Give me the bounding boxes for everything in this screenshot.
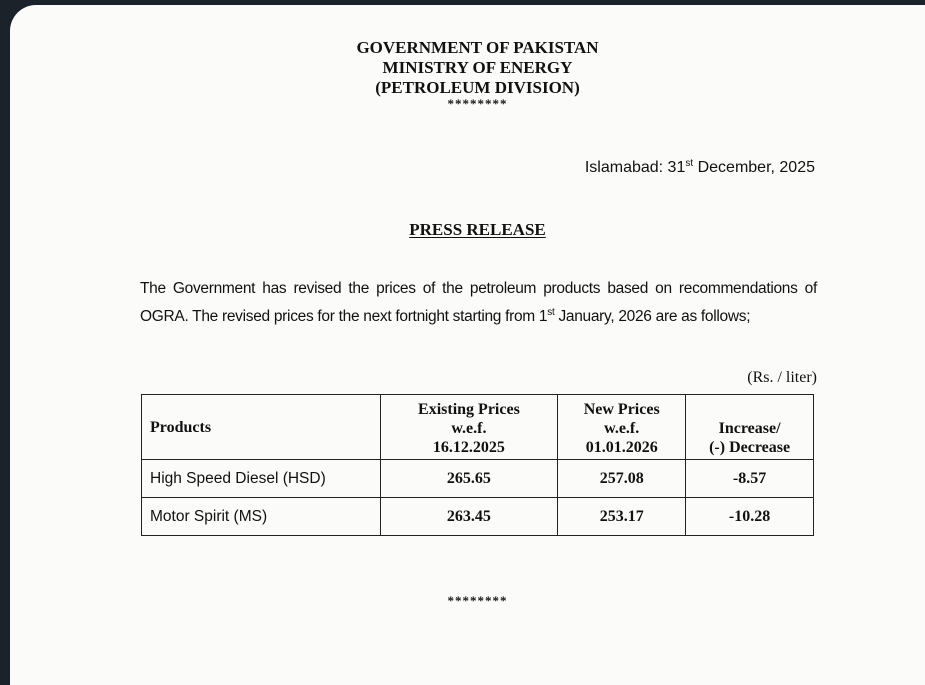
header-new-line2: w.e.f. [604,420,640,437]
body-paragraph [140,275,817,331]
header-existing-line2: w.e.f. [451,420,487,437]
date-prefix: Islamabad: 31 [584,159,686,176]
header-change [686,395,814,460]
document-page [10,5,925,685]
header-new-prices [558,395,686,460]
table-row [142,498,814,536]
body-part-2: January, 2026 are as follows; [554,308,751,325]
existing-price: 263.45 [380,498,558,536]
date-suffix: December, 2025 [693,159,815,176]
header-new-line1: New Prices [583,401,660,418]
header-change-line1: Increase/ [718,420,781,437]
price-change: -10.28 [686,498,814,536]
page-title: PRESS RELEASE [409,220,546,239]
body-part-1: The Government has revised the prices of the petroleum products based on recommendations of OGRA. The revised prices for the next fortnight starting from 1 [140,280,817,325]
closing-stars: ******** [447,593,508,608]
price-change: -8.57 [686,460,814,498]
product-name: Motor Spirit (MS) [142,498,381,536]
date-ordinal: st [685,158,694,169]
existing-price: 265.65 [380,460,558,498]
new-price: 253.17 [558,498,686,536]
table-row [142,460,814,498]
header-change-line2: (-) Decrease [709,439,791,456]
header-products: Products [142,395,381,460]
letterhead-government: GOVERNMENT OF PAKISTAN [356,38,599,57]
letterhead-stars: ******** [447,96,508,111]
table-header-row [142,395,814,460]
letterhead [10,38,925,110]
product-name: High Speed Diesel (HSD) [142,460,381,498]
new-price: 257.08 [558,460,686,498]
header-existing-prices [380,395,558,460]
body-ordinal: st [547,307,555,318]
letterhead-ministry: MINISTRY OF ENERGY [382,58,573,77]
date-line [585,159,815,177]
price-table [141,394,814,536]
header-new-line3: 01.01.2026 [585,439,658,456]
header-existing-line1: Existing Prices [418,401,520,418]
unit-label: (Rs. / liter) [747,369,817,386]
header-existing-line3: 16.12.2025 [432,439,505,456]
letterhead-division: (PETROLEUM DIVISION) [375,78,580,97]
